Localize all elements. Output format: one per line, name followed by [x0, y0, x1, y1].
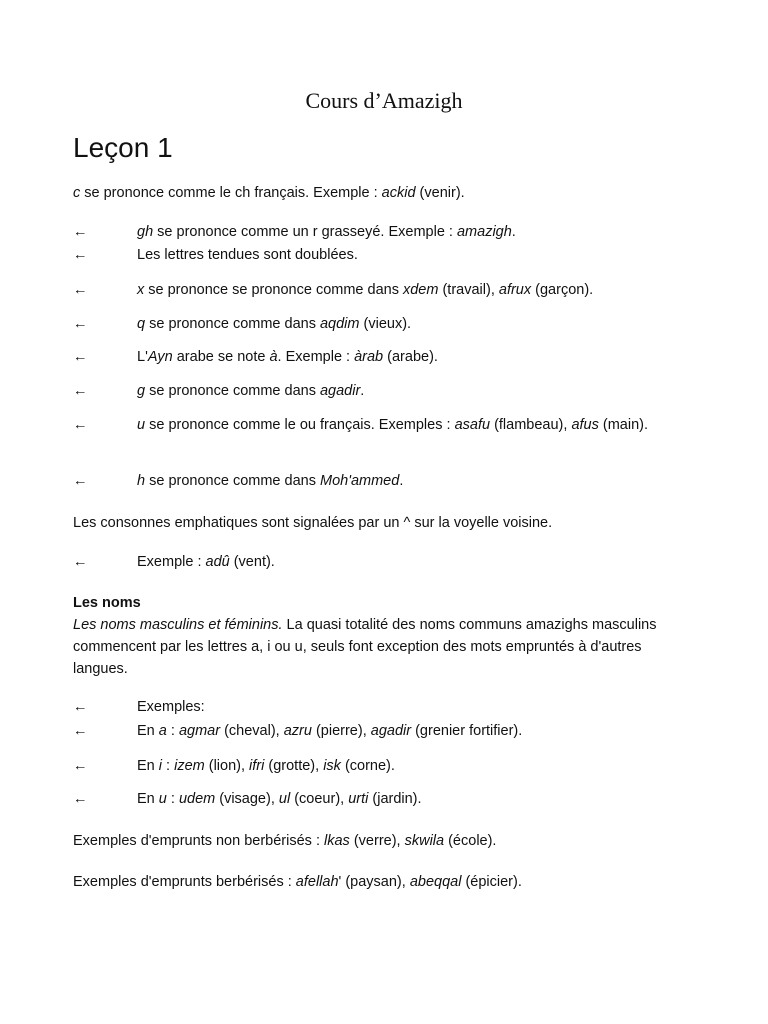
arrow-left-icon: ←: [73, 791, 88, 807]
list-item-u: ← u se prononce comme le ou français. Exemples : asafu (flambeau), afus (main).: [73, 414, 673, 436]
list-item-exemple-adu: ← Exemple : adû (vent).: [73, 551, 673, 573]
arrow-left-icon: ←: [73, 554, 88, 570]
list-item-h: ← h se prononce comme dans Moh'ammed.: [73, 470, 673, 492]
paragraph-c: c se prononce comme le ch français. Exemple : ackid (venir).: [73, 185, 465, 201]
arrow-left-icon: ←: [73, 723, 88, 739]
arrow-left-icon: ←: [73, 247, 88, 263]
arrow-left-icon: ←: [73, 699, 88, 715]
list-item-ayn: ← L'Ayn arabe se note à. Exemple : àrab (arabe).: [73, 346, 673, 368]
section-heading: Les noms: [73, 595, 141, 611]
list-item-en-i: ← En i : izem (lion), ifri (grotte), isk (corne).: [73, 755, 673, 777]
arrow-left-icon: ←: [73, 417, 88, 433]
arrow-left-icon: ←: [73, 224, 88, 240]
arrow-left-icon: ←: [73, 316, 88, 332]
arrow-left-icon: ←: [73, 383, 88, 399]
lesson-heading: Leçon 1: [73, 132, 173, 163]
paragraph-emprunts-non-berberises: Exemples d'emprunts non berbérisés : lkas (verre), skwila (école).: [73, 833, 497, 849]
list-item-en-u: ← En u : udem (visage), ul (coeur), urti (jardin).: [73, 788, 673, 810]
arrow-left-icon: ←: [73, 758, 88, 774]
paragraph-emphatiques: Les consonnes emphatiques sont signalées par un ^ sur la voyelle voisine.: [73, 515, 553, 531]
list-item-exemples: ← Exemples:: [73, 696, 673, 718]
list-item-tendues: ← Les lettres tendues sont doublées.: [73, 244, 673, 266]
list-item-g: ← g se prononce comme dans agadir.: [73, 380, 673, 402]
arrow-left-icon: ←: [73, 349, 88, 365]
list-item-x: ← x se prononce se prononce comme dans xdem (travail), afrux (garçon).: [73, 279, 673, 301]
arrow-left-icon: ←: [73, 473, 88, 489]
list-item-en-a: ← En a : agmar (cheval), azru (pierre), agadir (grenier fortifier).: [73, 720, 673, 742]
section-les-noms: [73, 592, 673, 680]
section-body: Les noms masculins et féminins. La quasi totalité des noms communs amazighs masculins commencent par les lettres a, i ou u, seuls font exception des mots empruntés à d'autres langues.: [73, 617, 657, 677]
list-item-gh: ← gh se prononce comme un r grasseyé. Exemple : amazigh.: [73, 221, 673, 243]
document-title: Cours d’Amazigh: [305, 88, 463, 113]
paragraph-emprunts-berberises: Exemples d'emprunts berbérisés : afellah' (paysan), abeqqal (épicier).: [73, 874, 522, 890]
list-item-q: ← q se prononce comme dans aqdim (vieux).: [73, 313, 673, 335]
arrow-left-icon: ←: [73, 282, 88, 298]
